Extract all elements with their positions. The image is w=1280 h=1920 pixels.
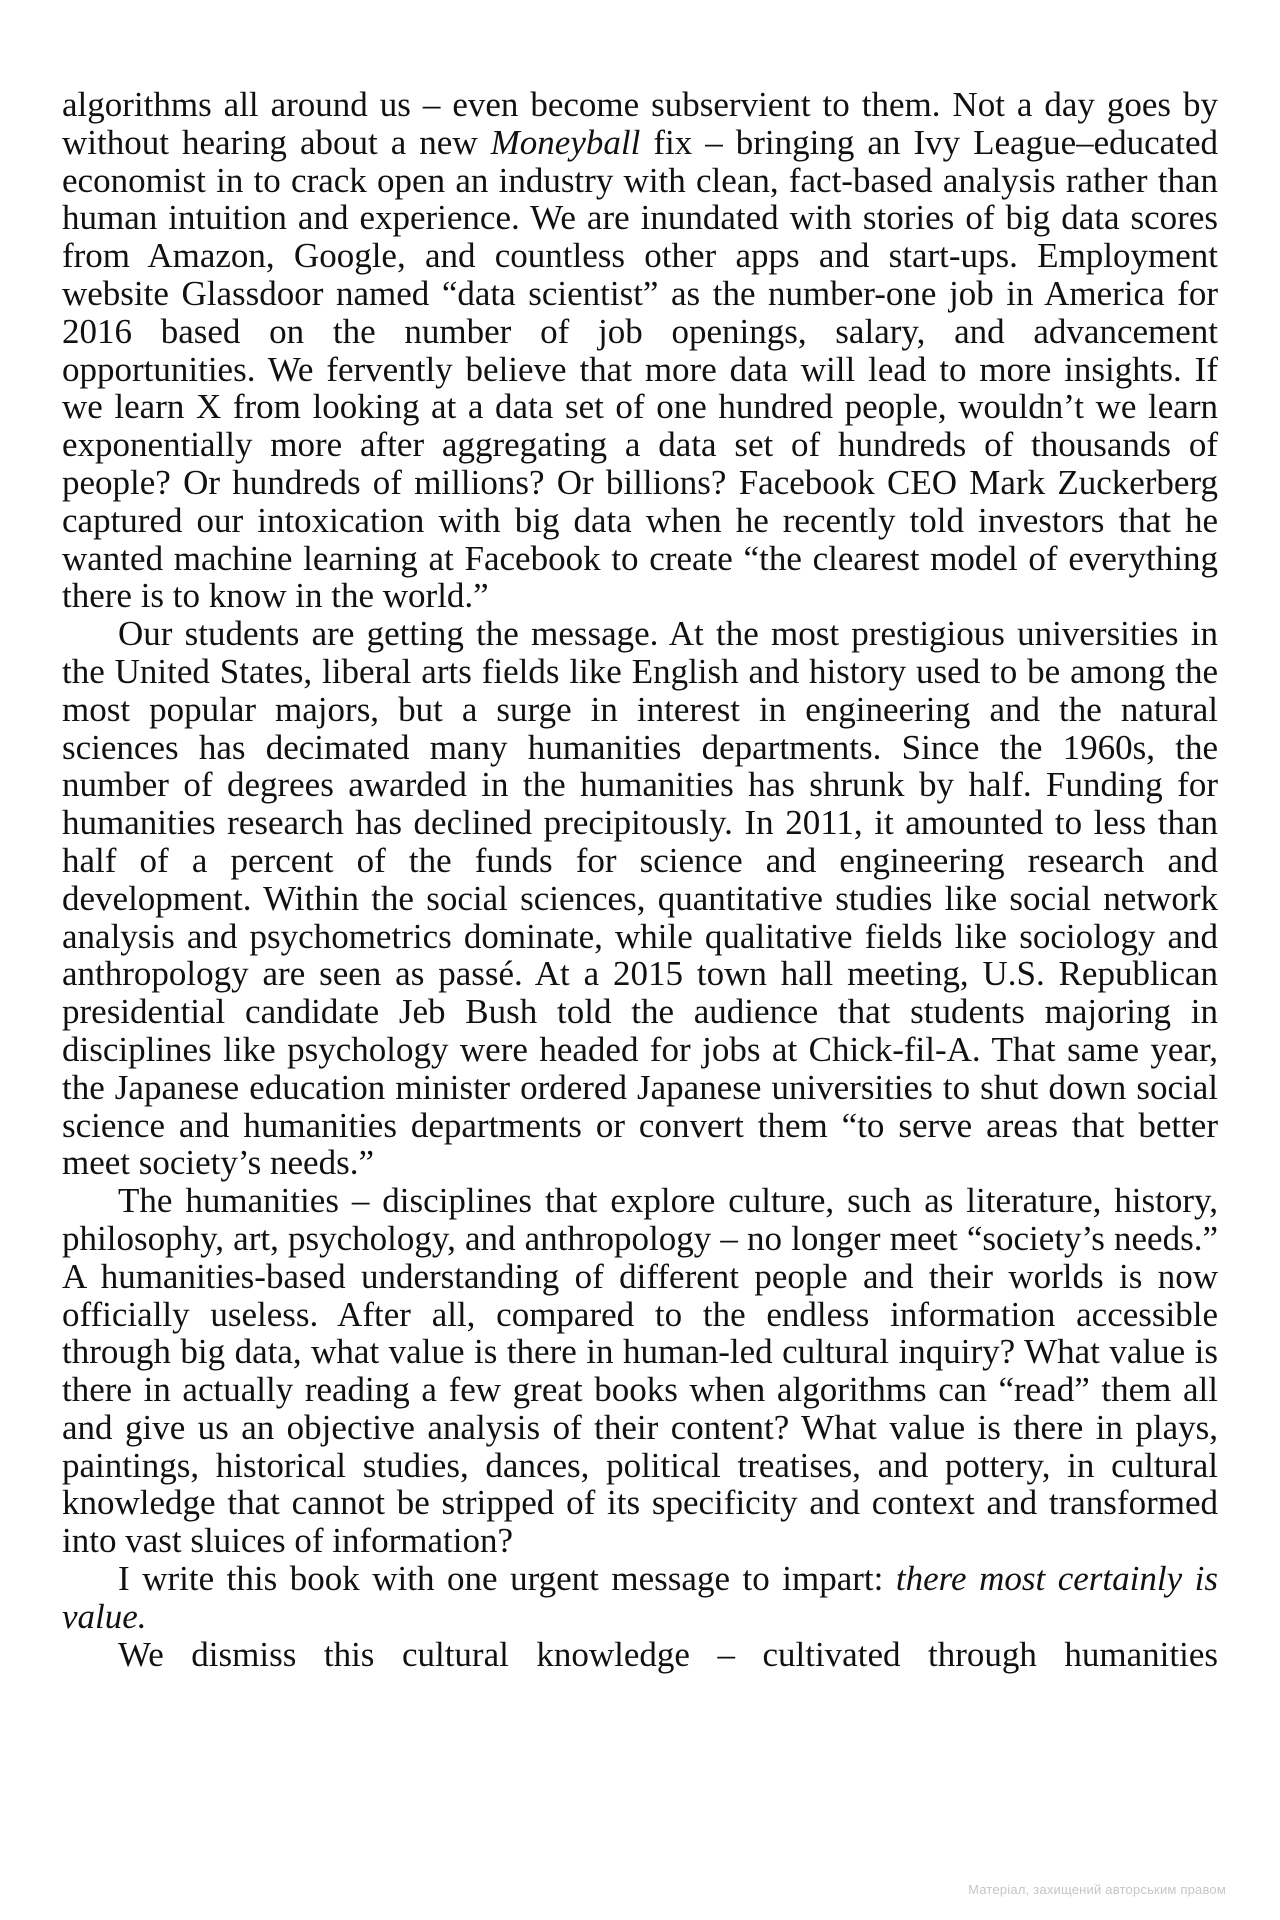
paragraph-1-text: algorithms all around us – even become subservient to them. Not a day goes by without hearing about a new xyxy=(62,85,1218,162)
paragraph-5-text: We dismiss this cultural knowledge – cultivated through humanities xyxy=(118,1634,1218,1674)
paragraph-1 xyxy=(62,86,1218,615)
paragraph-5 xyxy=(62,1636,1218,1674)
paragraph-1-text-continued: fix – bringing an Ivy League–educated economist in to crack open an industry with clean, fact-based analysis rather than human intuition and experience. We are inundated with stories of big data scores from Amazon, Google, and countless other apps and start-ups. Employment website Glassdoor named “data scientist” as the number-one job in America for 2016 based on the number of job openings, salary, and advancement opportunities. We fervently believe that more data will lead to more insights. If we learn X from looking at a data set of one hundred people, wouldn’t we learn exponentially more after aggregating a data set of hundreds of thousands of people? Or hundreds of millions? Or billions? Facebook CEO Mark Zuckerberg captured our intoxication with big data when he recently told investors that he wanted machine learning at Facebook to create “the clearest model of everything there is to know in the world.” xyxy=(62,122,1218,616)
paragraph-1-italic-title: Moneyball xyxy=(490,122,641,162)
book-page-body xyxy=(62,86,1218,1673)
paragraph-3 xyxy=(62,1182,1218,1560)
paragraph-2 xyxy=(62,615,1218,1182)
paragraph-4-italic-emphasis: there most certainly is value. xyxy=(62,1559,1219,1636)
paragraph-3-text: The humanities – disciplines that explore culture, such as literature, history, philosophy, art, psychology, and anthropology – no longer meet “society’s needs.” A humanities-based understanding of different people and their worlds is now officially useless. After all, compared to the endless information accessible through big data, what value is there in human-led cultural inquiry? What value is there in actually reading a few great books when algorithms can “read” them all and give us an objective analysis of their content? What value is there in plays, paintings, historical studies, dances, political treatises, and pottery, in cultural knowledge that cannot be stripped of its specificity and context and transformed into vast sluices of information? xyxy=(62,1181,1218,1561)
paragraph-4-text: I write this book with one urgent message to impart: xyxy=(118,1559,896,1599)
paragraph-2-text: Our students are getting the message. At the most prestigious universities in the United States, liberal arts fields like English and history used to be among the most popular majors, but a surge in interest in engineering and the natural sciences has decimated many humanities departments. Since the 1960s, the number of degrees awarded in the humanities has shrunk by half. Funding for humanities research has declined precipitously. In 2011, it amounted to less than half of a percent of the funds for science and engineering research and development. Within the social sciences, quantitative studies like social network analysis and psychometrics dominate, while qualitative fields like sociology and anthropology are seen as passé. At a 2015 town hall meeting, U.S. Republican presidential candidate Jeb Bush told the audience that students majoring in disciplines like psychology were headed for jobs at Chick-fil-A. That same year, the Japanese education minister ordered Japanese universities to shut down social science and humanities departments or convert them “to serve areas that better meet society’s needs.” xyxy=(62,614,1218,1183)
copyright-watermark: Матеріал, захищений авторським правом xyxy=(968,1882,1226,1897)
paragraph-4 xyxy=(62,1560,1218,1636)
